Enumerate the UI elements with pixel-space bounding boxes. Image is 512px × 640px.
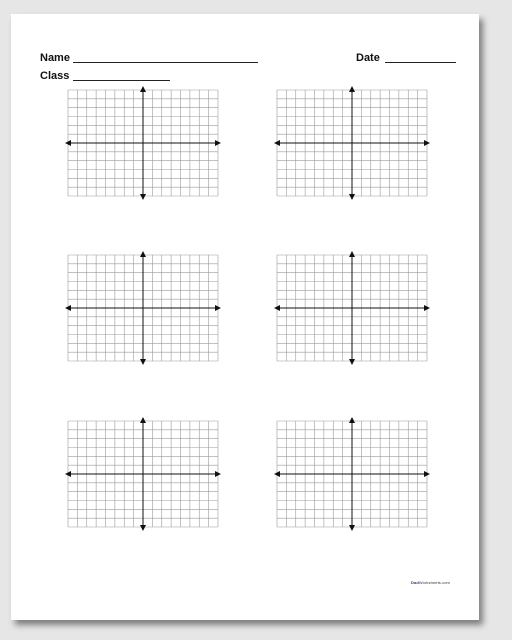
coordinate-grid-4 bbox=[273, 251, 431, 365]
worksheet-page bbox=[11, 14, 479, 620]
coordinate-grid-1 bbox=[64, 86, 222, 200]
y-axis-up-arrow-icon bbox=[140, 251, 146, 257]
coordinate-grid-5 bbox=[64, 417, 222, 531]
date-label: Date bbox=[356, 52, 380, 64]
y-axis-up-arrow-icon bbox=[349, 86, 355, 92]
y-axis-up-arrow-icon bbox=[140, 417, 146, 423]
y-axis-up-arrow-icon bbox=[140, 86, 146, 92]
coordinate-grid-3 bbox=[64, 251, 222, 365]
y-axis-up-arrow-icon bbox=[349, 417, 355, 423]
brand-prefix: Dad bbox=[411, 580, 419, 585]
y-axis-up-arrow-icon bbox=[349, 251, 355, 257]
y-axis-down-arrow-icon bbox=[140, 359, 146, 365]
y-axis-down-arrow-icon bbox=[140, 525, 146, 531]
y-axis-down-arrow-icon bbox=[140, 194, 146, 200]
coordinate-grid-6 bbox=[273, 417, 431, 531]
name-label: Name bbox=[40, 52, 70, 64]
brand-suffix: Worksheets.com bbox=[418, 580, 450, 585]
y-axis-down-arrow-icon bbox=[349, 525, 355, 531]
y-axis-down-arrow-icon bbox=[349, 359, 355, 365]
coordinate-grid-2 bbox=[273, 86, 431, 200]
name-line[interactable] bbox=[73, 62, 258, 63]
class-line[interactable] bbox=[73, 80, 170, 81]
class-label: Class bbox=[40, 70, 70, 82]
date-line[interactable] bbox=[385, 62, 456, 63]
brand-logo bbox=[411, 580, 450, 585]
y-axis-down-arrow-icon bbox=[349, 194, 355, 200]
